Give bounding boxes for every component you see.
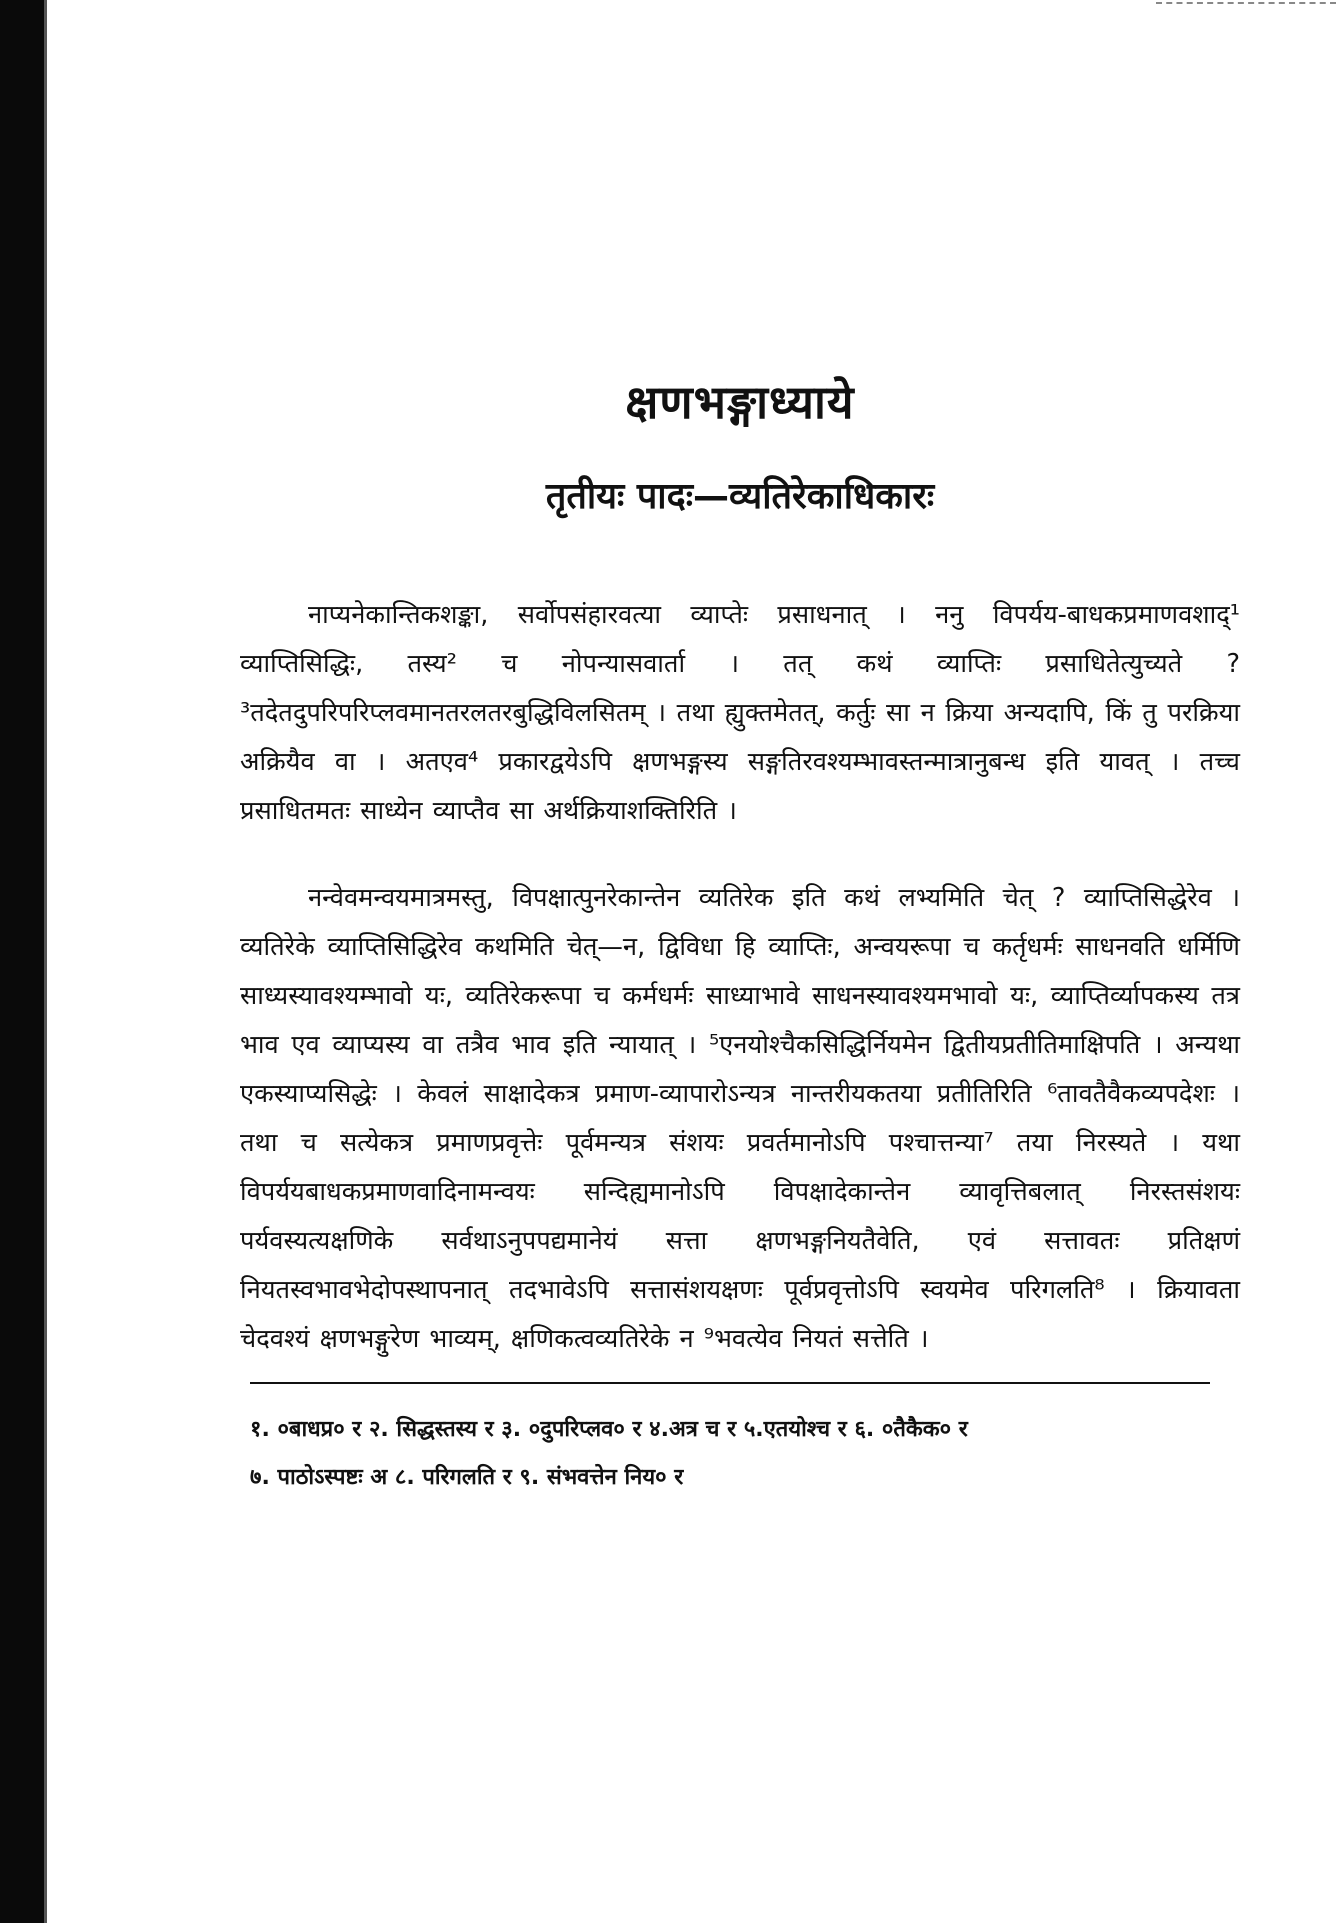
footnote-line-2: ७. पाठोऽस्पष्टः अ ८. परिगलति र ९. संभवत्तेन निय० र xyxy=(250,1465,684,1490)
scan-binding-shadow xyxy=(44,0,47,1923)
chapter-title: क्षणभङ्गाध्याये xyxy=(625,375,855,429)
paragraph-2: नन्वेवमन्वयमात्रमस्तु, विपक्षात्पुनरेकान्तेन व्यतिरेक इति कथं लभ्यमिति चेत् ? व्याप्तिसिद्धेरेव । व्यतिरेके व्याप्तिसिद्धिरेव कथमिति चेत्—न, द्विविधा हि व्याप्तिः, अन्वयरूपा च कर्तृधर्मः साधनवति धर्मिणि साध्यस्यावश्यम्भावो यः, व्यतिरेकरूपा च कर्मधर्मः साध्याभावे साधनस्यावश्यमभावो यः, व्याप्तिर्व्यापकस्य तत्र भाव एव व्याप्यस्य वा तत्रैव भाव इति न्यायात् । ⁵एनयोश्चैकसिद्धिर्नियमेन द्वितीयप्रतीतिमाक्षिपति । अन्यथा एकस्याप्यसिद्धेः । केवलं साक्षादेकत्र प्रमाण-व्यापारोऽन्यत्र नान्तरीयकतया प्रतीतिरिति ⁶तावतैवैकव्यपदेशः । तथा च सत्येकत्र प्रमाणप्रवृत्तेः पूर्वमन्यत्र संशयः प्रवर्तमानोऽपि पश्चात्तन्या⁷ तया निरस्यते । यथा विपर्ययबाधकप्रमाणवादिनामन्वयः सन्दिह्यमानोऽपि विपक्षादेकान्तेन व्यावृत्तिबलात् निरस्तसंशयः पर्यवस्यत्यक्षणिके सर्वथाऽनुपपद्यमानेयं सत्ता क्षणभङ्गनियतैवेति, एवं सत्तावतः प्रतिक्षणं नियतस्वभावभेदोपस्थापनात् तदभावेऽपि सत्तासंशयक्षणः पूर्वप्रवृत्तोऽपि स्वयमेव परिगलति⁸ । क्रियावता चेदवश्यं क्षणभङ्गुरेण भाव्यम्, क्षणिकत्वव्यतिरेके न ⁹भवत्येव नियतं सत्तेति । xyxy=(240,883,1240,1354)
page-body xyxy=(240,370,1240,1502)
footnote-divider xyxy=(250,1382,1210,1384)
scan-binding-edge xyxy=(0,0,44,1923)
footnotes xyxy=(250,1406,1240,1502)
paragraph-1: नाप्यनेकान्तिकशङ्का, सर्वोपसंहारवत्या व्याप्तेः प्रसाधनात् । ननु विपर्यय-बाधकप्रमाणवशाद्¹ व्याप्तिसिद्धिः, तस्य² च नोपन्यासवार्ता । तत् कथं व्याप्तिः प्रसाधितेत्युच्यते ? ³तदेतदुपरिपरिप्लवमानतरलतरबुद्धिविलसितम् । तथा ह्युक्तमेतत्, कर्तुः सा न क्रिया अन्यदापि, किं तु परक्रिया अक्रियैव वा । अतएव⁴ प्रकारद्वयेऽपि क्षणभङ्गस्य सङ्गतिरवश्यम्भावस्तन्मात्रानुबन्ध इति यावत् । तच्च प्रसाधितमतः साध्येन व्याप्तैव सा अर्थक्रियाशक्तिरिति । xyxy=(240,600,1240,826)
scan-top-rule xyxy=(1156,2,1336,4)
footnote-line-1: १. ०बाधप्र० र २. सिद्धस्तस्य र ३. ०दुपरिप्लव० र ४.अत्र च र ५.एतयोश्च र ६. ०तैकैक० र xyxy=(250,1417,968,1442)
section-title: तृतीयः पादः—व्यतिरेकाधिकारः xyxy=(545,476,935,517)
